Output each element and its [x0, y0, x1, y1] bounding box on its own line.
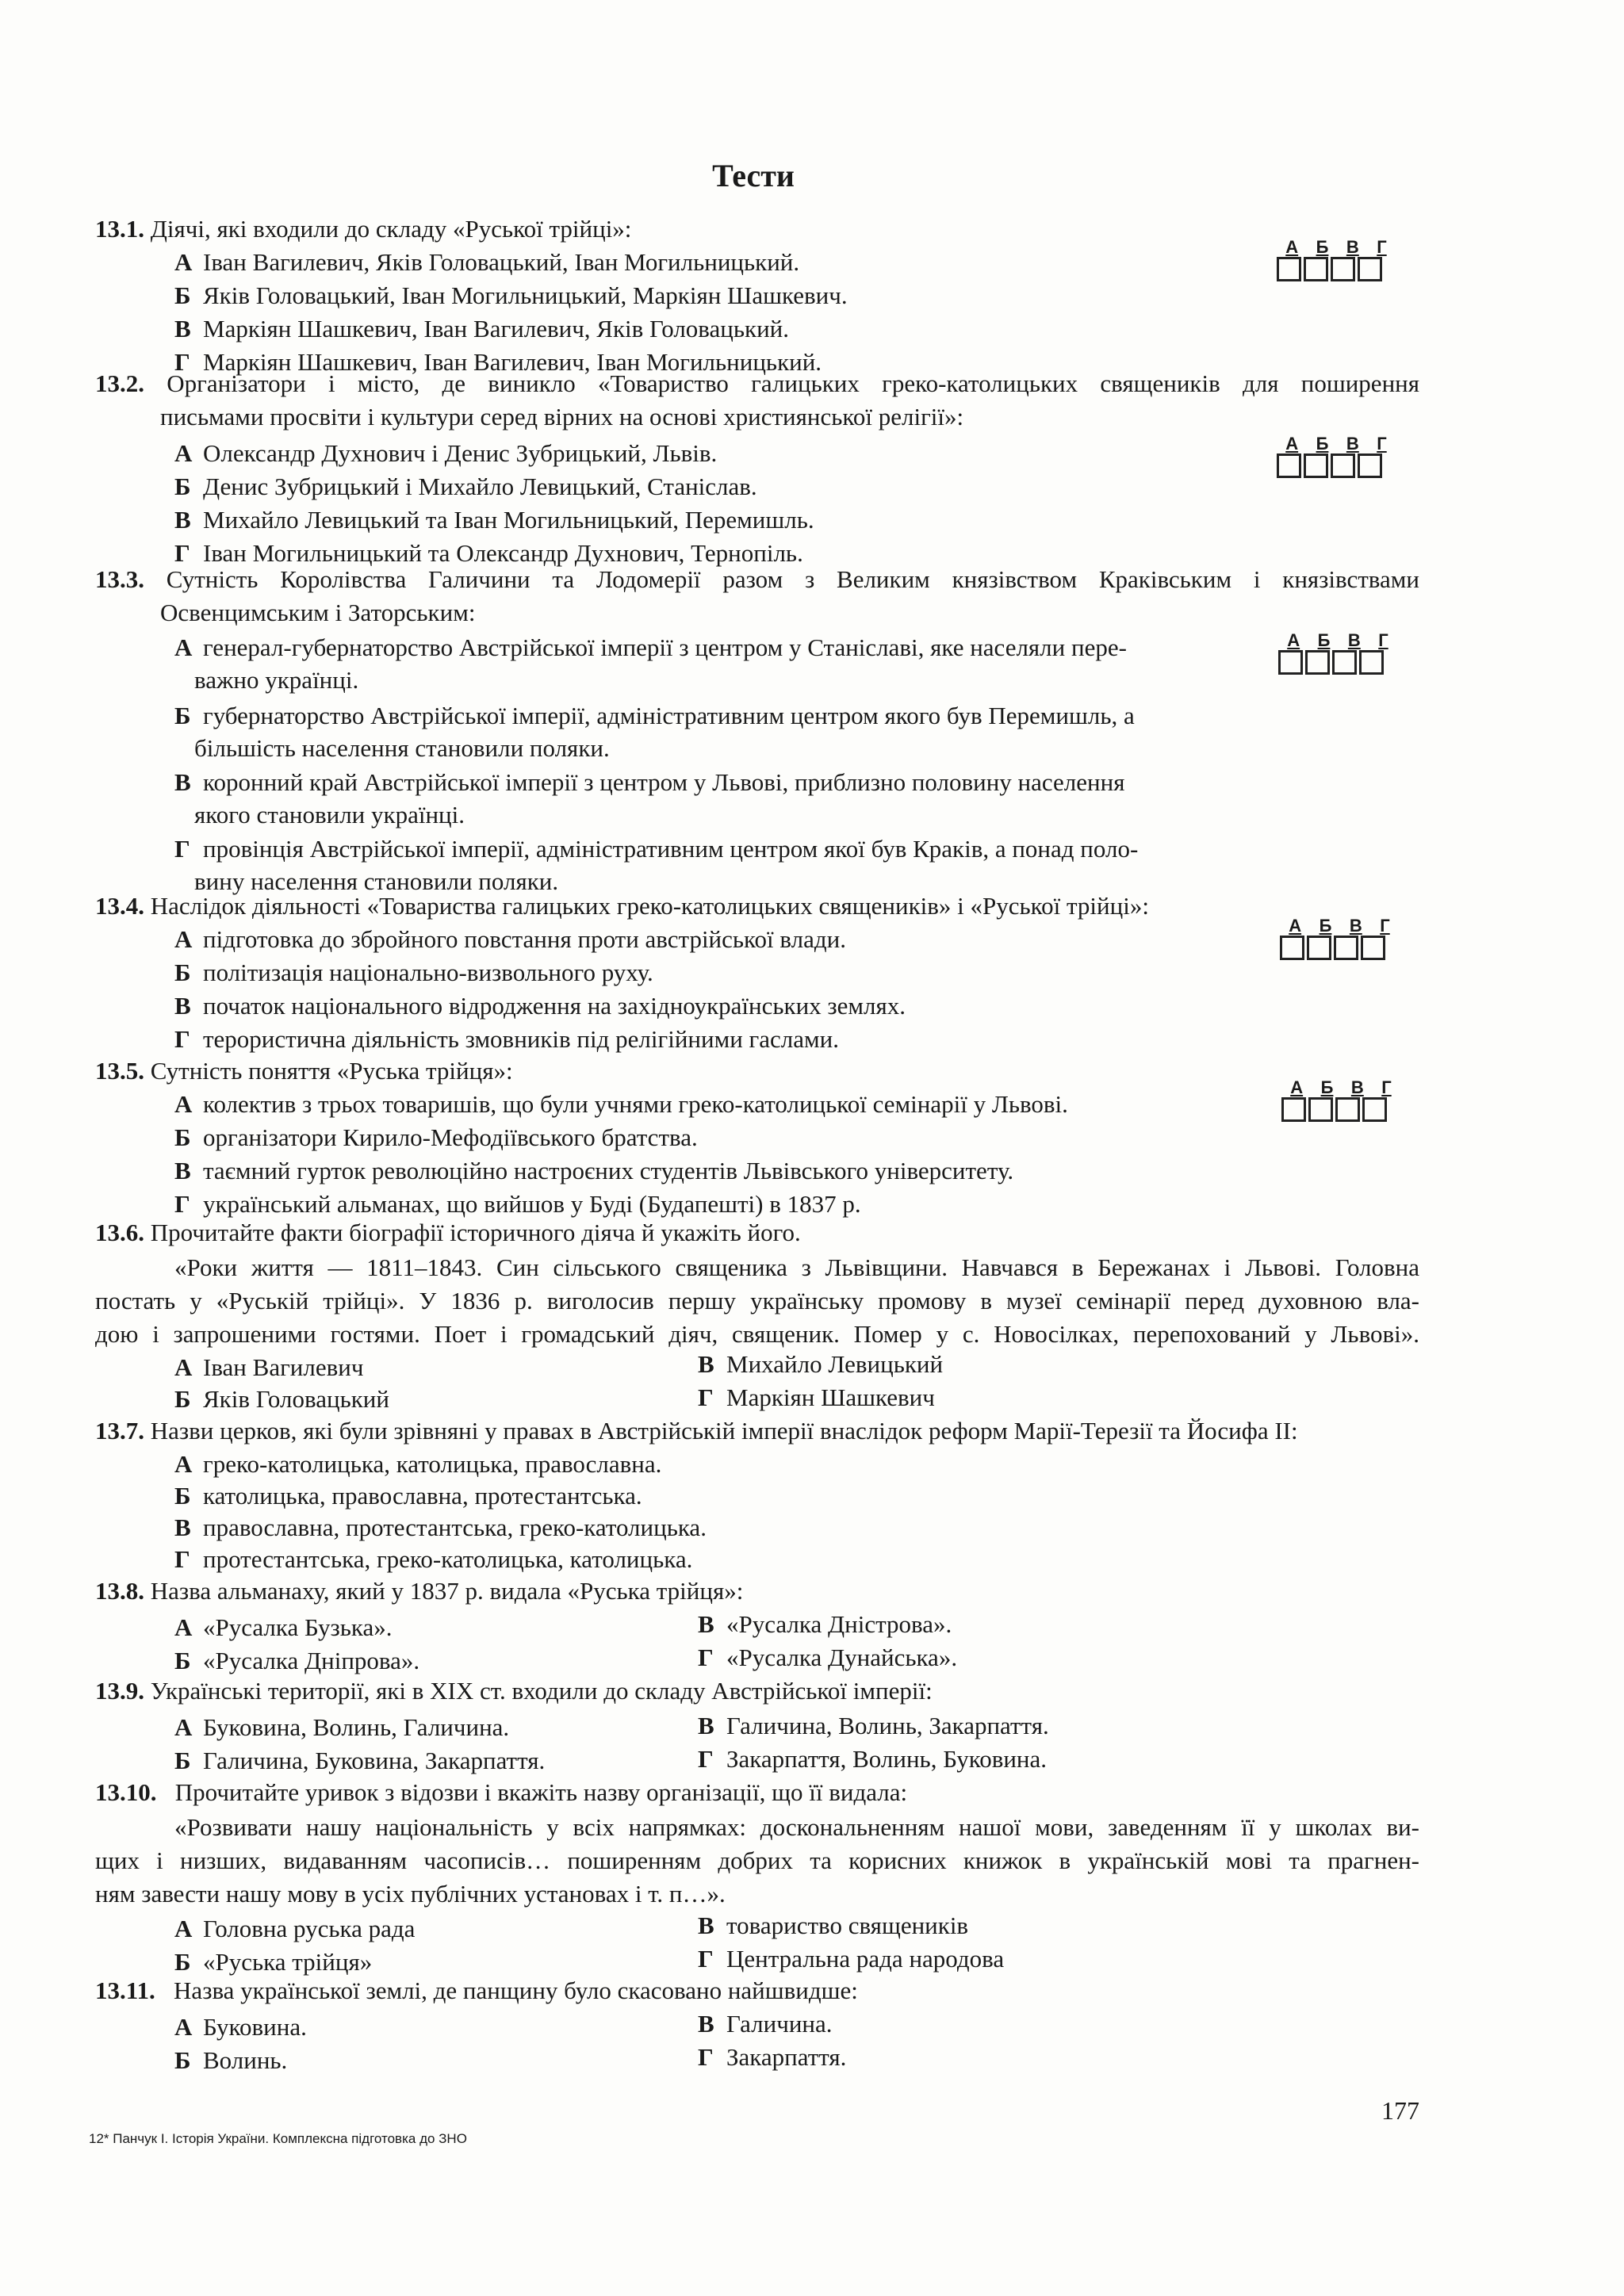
- option-a: [174, 1912, 415, 1945]
- option-c: [698, 1909, 968, 1942]
- answer-box[interactable]: [1307, 936, 1331, 960]
- quote-line: щих і низших, видаванням часописів… поширенням добрих та корисних книжок в українській мові та прагнен-: [95, 1846, 1419, 1874]
- option-letter: В: [174, 315, 191, 342]
- question-text: Сутність Королівства Галичини та Лодомерії разом з Великим князівством Краківським і князівствами: [166, 565, 1420, 593]
- option-text: губернаторство Австрійської імперії, адміністративним центром якого був Перемишль, а: [203, 702, 1135, 729]
- option-letter: Б: [174, 1123, 191, 1151]
- option-c: [698, 1348, 943, 1380]
- option-b: [174, 1479, 642, 1512]
- option-letter: Г: [174, 1545, 190, 1573]
- answer-box[interactable]: [1304, 257, 1328, 281]
- option-b-cont: більшість населення становили поляки.: [194, 734, 610, 762]
- option-b: [174, 1946, 372, 1978]
- option-c: [174, 1511, 707, 1544]
- option-d: [174, 832, 1138, 865]
- option-letter: Б: [174, 1647, 191, 1674]
- option-c: [174, 503, 814, 536]
- answer-grid-13-1: [1277, 238, 1396, 281]
- answer-box[interactable]: [1362, 1097, 1387, 1122]
- question-number: 13.6.: [95, 1219, 144, 1246]
- option-a-cont: важно українці.: [194, 666, 359, 694]
- answer-box[interactable]: [1277, 257, 1301, 281]
- option-letter: В: [174, 992, 191, 1020]
- answer-box[interactable]: [1334, 936, 1358, 960]
- answer-box[interactable]: [1332, 650, 1357, 675]
- option-letter: Г: [698, 1945, 714, 1973]
- answer-grid-13-2: [1277, 434, 1396, 478]
- option-text: колектив з трьох товаришів, що були учнями греко-католицької семінарії у Львові.: [203, 1090, 1068, 1118]
- option-letter: А: [174, 2013, 193, 2041]
- answer-letter: Б: [1320, 1077, 1334, 1097]
- option-letter: Б: [174, 959, 191, 986]
- option-b: [174, 1644, 419, 1677]
- option-text: Буковина, Волинь, Галичина.: [203, 1713, 510, 1741]
- option-text: Яків Головацький, Іван Могильницький, Маркіян Шашкевич.: [203, 281, 848, 309]
- option-text: Закарпаття.: [726, 2043, 847, 2071]
- option-b: [174, 279, 848, 312]
- option-c: [174, 989, 906, 1022]
- quote-line: дою і запрошеними гостями. Поет і громадський діяч, священик. Помер у с. Новосілках, перепохований у Львові».: [95, 1320, 1419, 1348]
- option-text: Маркіян Шашкевич, Іван Вагилевич, Іван Могильницький.: [203, 348, 822, 376]
- answer-grid-13-3: [1278, 631, 1397, 675]
- option-text: «Русалка Дунайська».: [726, 1644, 958, 1671]
- question-number: 13.8.: [95, 1577, 144, 1605]
- option-letter: Г: [174, 835, 190, 863]
- answer-grid-13-4: [1280, 916, 1399, 960]
- option-letter: В: [174, 506, 191, 534]
- option-c: [174, 766, 1124, 798]
- option-c: [698, 2007, 833, 2040]
- answer-box[interactable]: [1305, 650, 1330, 675]
- answer-box[interactable]: [1304, 453, 1328, 478]
- option-letter: А: [174, 1090, 193, 1118]
- answer-letter: Б: [1316, 237, 1329, 257]
- option-letter: Г: [174, 1025, 190, 1053]
- option-letter: А: [174, 439, 193, 467]
- option-text: Яків Головацький: [203, 1385, 389, 1413]
- answer-letter: В: [1347, 630, 1361, 650]
- answer-letter: В: [1349, 916, 1362, 936]
- answer-letter: В: [1346, 237, 1359, 257]
- option-b: [174, 956, 653, 989]
- option-text: Маркіян Шашкевич, Іван Вагилевич, Яків Головацький.: [203, 315, 790, 342]
- question-text: Прочитайте факти біографії історичного діяча й укажіть його.: [150, 1219, 801, 1246]
- question-text: Прочитайте уривок з відозви і вкажіть назву організації, що її видала:: [174, 1778, 908, 1806]
- option-letter: А: [174, 633, 193, 661]
- option-letter: Г: [698, 1383, 714, 1411]
- option-text: православна, протестантська, греко-католицька.: [203, 1513, 707, 1541]
- option-letter: В: [698, 1610, 714, 1638]
- option-text: політизація національно-визвольного руху.: [203, 959, 653, 986]
- answer-letter: Б: [1319, 916, 1332, 936]
- option-text: Олександр Духнович і Денис Зубрицький, Львів.: [203, 439, 718, 467]
- option-b: [174, 2044, 287, 2076]
- option-letter: А: [174, 925, 193, 953]
- question-text: Діячі, які входили до складу «Руської трійці»:: [150, 215, 632, 243]
- answer-box[interactable]: [1335, 1097, 1360, 1122]
- quote-line: «Роки життя — 1811–1843. Син сільського священика з Львівщини. Навчався в Бережанах і Львові. Головна: [174, 1253, 1419, 1281]
- option-letter: А: [174, 1613, 193, 1641]
- option-letter: А: [174, 1450, 193, 1478]
- option-letter: Б: [174, 473, 191, 500]
- answer-box[interactable]: [1281, 1097, 1306, 1122]
- option-letter: А: [174, 1713, 193, 1741]
- option-text: Галичина.: [726, 2010, 833, 2038]
- question-number: 13.5.: [95, 1057, 144, 1085]
- answer-box[interactable]: [1358, 453, 1382, 478]
- question-text: Назва альманаху, який у 1837 р. видала «Руська трійця»:: [150, 1577, 744, 1605]
- option-d: [698, 1942, 1004, 1975]
- question-number: 13.3.: [95, 565, 144, 593]
- quote-line: «Розвивати нашу національність у всіх напрямках: доскональненням нашої мови, заведенням її у школах ви-: [174, 1813, 1419, 1841]
- option-c-cont: якого становили українці.: [194, 801, 465, 828]
- question-text-cont: письмами просвіти і культури серед вірних на основі християнської релігії»:: [160, 403, 964, 430]
- option-c: [698, 1608, 952, 1640]
- option-letter: Б: [174, 281, 191, 309]
- option-d: [698, 1381, 935, 1414]
- option-d: [698, 1641, 957, 1674]
- answer-box[interactable]: [1278, 650, 1303, 675]
- answer-grid-13-5: [1281, 1078, 1400, 1122]
- option-text: Денис Зубрицький і Михайло Левицький, Станіслав.: [203, 473, 757, 500]
- option-letter: А: [174, 1915, 193, 1942]
- question-number: 13.4.: [95, 892, 144, 920]
- answer-letter: Б: [1317, 630, 1331, 650]
- option-letter: Б: [174, 1482, 191, 1510]
- answer-box[interactable]: [1308, 1097, 1333, 1122]
- option-a: [174, 246, 799, 278]
- option-text: товариство священиків: [726, 1911, 969, 1939]
- option-a: [174, 1711, 509, 1743]
- option-text: греко-католицька, католицька, православна.: [203, 1450, 662, 1478]
- option-b: [174, 1383, 389, 1415]
- option-c: [174, 312, 789, 345]
- option-letter: Г: [174, 539, 190, 567]
- option-d: [698, 1743, 1047, 1775]
- question-number: 13.11.: [95, 1976, 155, 2004]
- option-text: Головна руська рада: [203, 1915, 416, 1942]
- option-text: таємний гурток революційно настроєних студентів Львівського університету.: [203, 1157, 1014, 1184]
- answer-letter: А: [1285, 237, 1299, 257]
- option-text: підготовка до збройного повстання проти австрійської влади.: [203, 925, 846, 953]
- question-text: Українські території, які в XIX ст. входили до складу Австрійської імперії:: [150, 1677, 933, 1705]
- answer-letter: А: [1289, 916, 1302, 936]
- option-text: Буковина.: [203, 2013, 307, 2041]
- option-b: [174, 699, 1135, 732]
- answer-box[interactable]: [1359, 650, 1384, 675]
- option-text: Михайло Левицький та Іван Могильницький, Перемишль.: [203, 506, 814, 534]
- option-text: організатори Кирило-Мефодіївського братства.: [203, 1123, 698, 1151]
- page-title: Тести: [712, 158, 795, 193]
- option-text: Волинь.: [203, 2046, 288, 2074]
- option-letter: Б: [174, 2046, 191, 2074]
- option-text: протестантська, греко-католицька, католицька.: [203, 1545, 693, 1573]
- option-text: Михайло Левицький: [726, 1350, 944, 1378]
- answer-letter: Б: [1316, 434, 1329, 453]
- question-text-cont: Освенцимським і Заторським:: [160, 599, 476, 626]
- option-letter: Б: [174, 702, 191, 729]
- option-text: Іван Вагилевич, Яків Головацький, Іван Могильницький.: [203, 248, 800, 276]
- option-b: [174, 1121, 698, 1154]
- quote-line: ням завести нашу мову в усіх публічних установах і т. п…».: [95, 1880, 726, 1908]
- answer-box[interactable]: [1331, 257, 1355, 281]
- option-text: Закарпаття, Волинь, Буковина.: [726, 1745, 1048, 1773]
- answer-letter: Г: [1381, 1077, 1392, 1097]
- option-letter: Г: [698, 1745, 714, 1773]
- footer-source: 12* Панчук І. Історія України. Комплексна підготовка до ЗНО: [89, 2131, 467, 2146]
- option-text: «Русалка Дністрова».: [726, 1610, 952, 1638]
- option-text: Маркіян Шашкевич: [726, 1383, 935, 1411]
- option-letter: В: [174, 768, 191, 796]
- option-letter: Б: [174, 1747, 191, 1774]
- option-text: Галичина, Волинь, Закарпаття.: [726, 1712, 1049, 1739]
- option-c: [698, 1709, 1049, 1742]
- option-a: [174, 2011, 307, 2043]
- option-c: [174, 1154, 1013, 1187]
- answer-box[interactable]: [1280, 936, 1304, 960]
- answer-box[interactable]: [1361, 936, 1385, 960]
- option-letter: Г: [698, 1644, 714, 1671]
- option-text: Центральна рада народова: [726, 1945, 1005, 1973]
- option-text: терористична діяльність змовників під релігійними гаслами.: [203, 1025, 839, 1053]
- option-letter: В: [698, 1911, 714, 1939]
- answer-letter: А: [1287, 630, 1300, 650]
- option-text: католицька, православна, протестантська.: [203, 1482, 642, 1510]
- answer-letter: Г: [1378, 630, 1388, 650]
- question-number: 13.9.: [95, 1677, 144, 1705]
- option-a: [174, 1088, 1068, 1120]
- option-letter: В: [698, 2010, 714, 2038]
- option-d: [174, 1188, 861, 1220]
- option-letter: Б: [174, 1948, 191, 1976]
- question-text: Сутність поняття «Руська трійця»:: [150, 1057, 513, 1085]
- option-text: генерал-губернаторство Австрійської імперії з центром у Станіславі, яке населяли пере-: [203, 633, 1127, 661]
- option-letter: Г: [174, 348, 190, 376]
- option-text: «Русалка Бузька».: [203, 1613, 393, 1641]
- question-text: Наслідок діяльності «Товариства галицьких греко-католицьких священиків» і «Руської трійці»:: [150, 892, 1149, 920]
- option-a: [174, 1611, 393, 1644]
- option-a: [174, 437, 717, 469]
- answer-letter: А: [1285, 434, 1299, 453]
- option-b: [174, 1744, 545, 1777]
- option-b: [174, 470, 757, 503]
- question-text: Назви церков, які були зрівняні у правах в Австрійській імперії внаслідок реформ Марії-Терезії та Йосифа II:: [150, 1417, 1298, 1445]
- answer-box[interactable]: [1358, 257, 1382, 281]
- option-letter: Г: [698, 2043, 714, 2071]
- answer-letter: А: [1290, 1077, 1304, 1097]
- option-text: провінція Австрійської імперії, адміністративним центром якої був Краків, а понад поло-: [203, 835, 1139, 863]
- option-letter: В: [174, 1157, 191, 1184]
- option-letter: В: [698, 1712, 714, 1739]
- option-text: Іван Могильницький та Олександр Духнович, Тернопіль.: [203, 539, 803, 567]
- option-d: [698, 2041, 846, 2073]
- question-number: 13.7.: [95, 1417, 144, 1445]
- option-a: [174, 1448, 661, 1480]
- option-text: Галичина, Буковина, Закарпаття.: [203, 1747, 546, 1774]
- question-text: Організатори і місто, де виникло «Товариство галицьких греко-католицьких священиків для поширення: [167, 369, 1420, 397]
- option-text: коронний край Австрійської імперії з центром у Львові, приблизно половину населення: [203, 768, 1125, 796]
- option-letter: В: [698, 1350, 714, 1378]
- quote-line: постать у «Руській трійці». У 1836 р. виголосив першу українську промову в музеї семінарії перед духовною вла-: [95, 1287, 1419, 1314]
- question-text: Назва української землі, де панщину було скасовано найшвидше:: [174, 1976, 858, 2004]
- option-text: «Руська трійця»: [203, 1948, 373, 1976]
- option-letter: Г: [174, 1190, 190, 1218]
- option-letter: А: [174, 1353, 193, 1381]
- question-number: 13.1.: [95, 215, 144, 243]
- option-text: початок національного відродження на західноукраїнських землях.: [203, 992, 906, 1020]
- option-letter: Б: [174, 1385, 191, 1413]
- answer-letter: В: [1350, 1077, 1364, 1097]
- answer-letter: Г: [1380, 916, 1390, 936]
- option-letter: А: [174, 248, 193, 276]
- question-number: 13.10.: [95, 1778, 157, 1806]
- option-text: «Русалка Дніпрова».: [203, 1647, 420, 1674]
- option-d: [174, 1023, 839, 1055]
- option-d: [174, 1543, 692, 1575]
- answer-letter: В: [1346, 434, 1359, 453]
- answer-box[interactable]: [1277, 453, 1301, 478]
- option-letter: В: [174, 1513, 191, 1541]
- page-number: 177: [1381, 2096, 1419, 2125]
- option-a: [174, 631, 1127, 664]
- answer-letter: Г: [1377, 434, 1387, 453]
- answer-letter: Г: [1377, 237, 1387, 257]
- option-a: [174, 923, 846, 955]
- option-text: Іван Вагилевич: [203, 1353, 364, 1381]
- option-text: український альманах, що вийшов у Буді (Будапешті) в 1837 р.: [203, 1190, 861, 1218]
- option-a: [174, 1351, 363, 1383]
- option-d-cont: вину населення становили поляки.: [194, 867, 559, 895]
- answer-box[interactable]: [1331, 453, 1355, 478]
- question-number: 13.2.: [95, 369, 144, 397]
